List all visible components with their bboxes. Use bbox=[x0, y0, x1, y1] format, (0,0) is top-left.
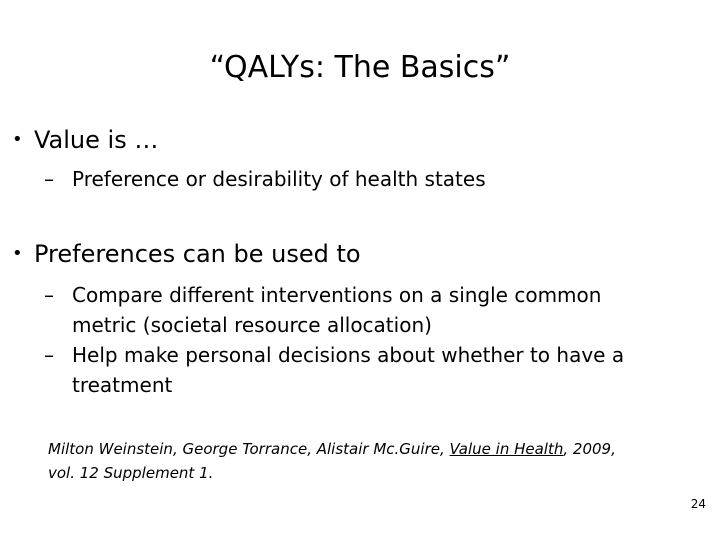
citation-journal: Value in Health bbox=[449, 440, 564, 458]
citation-authors: Milton Weinstein, George Torrance, Alistair Mc.Guire, bbox=[48, 440, 450, 458]
sub-bullet-text-continued: metric (societal resource allocation) bbox=[72, 313, 432, 337]
page-number: 24 bbox=[690, 497, 706, 511]
bullet-text: Preferences can be used to bbox=[34, 240, 361, 268]
bullet-icon: • bbox=[12, 243, 23, 264]
citation-year: , 2009, bbox=[563, 440, 616, 458]
bullet-value bbox=[12, 126, 158, 154]
sub-bullet-help bbox=[44, 340, 624, 400]
sub-bullet-text: Compare different interventions on a single common bbox=[72, 283, 602, 307]
sub-bullet-compare bbox=[44, 280, 601, 340]
dash-icon: – bbox=[44, 343, 54, 367]
sub-bullet-preference bbox=[44, 164, 486, 194]
bullet-icon: • bbox=[12, 129, 23, 150]
sub-bullet-text: Preference or desirability of health states bbox=[72, 167, 486, 191]
sub-bullet-text: Help make personal decisions about whether to have a bbox=[72, 343, 625, 367]
slide-title: “QALYs: The Basics” bbox=[209, 50, 511, 85]
dash-icon: – bbox=[44, 283, 54, 307]
sub-bullet-text-continued: treatment bbox=[72, 373, 173, 397]
bullet-preferences bbox=[12, 240, 361, 268]
citation-volume: vol. 12 Supplement 1. bbox=[48, 464, 214, 482]
bullet-text: Value is … bbox=[34, 126, 159, 154]
dash-icon: – bbox=[44, 167, 54, 191]
citation bbox=[48, 437, 708, 485]
